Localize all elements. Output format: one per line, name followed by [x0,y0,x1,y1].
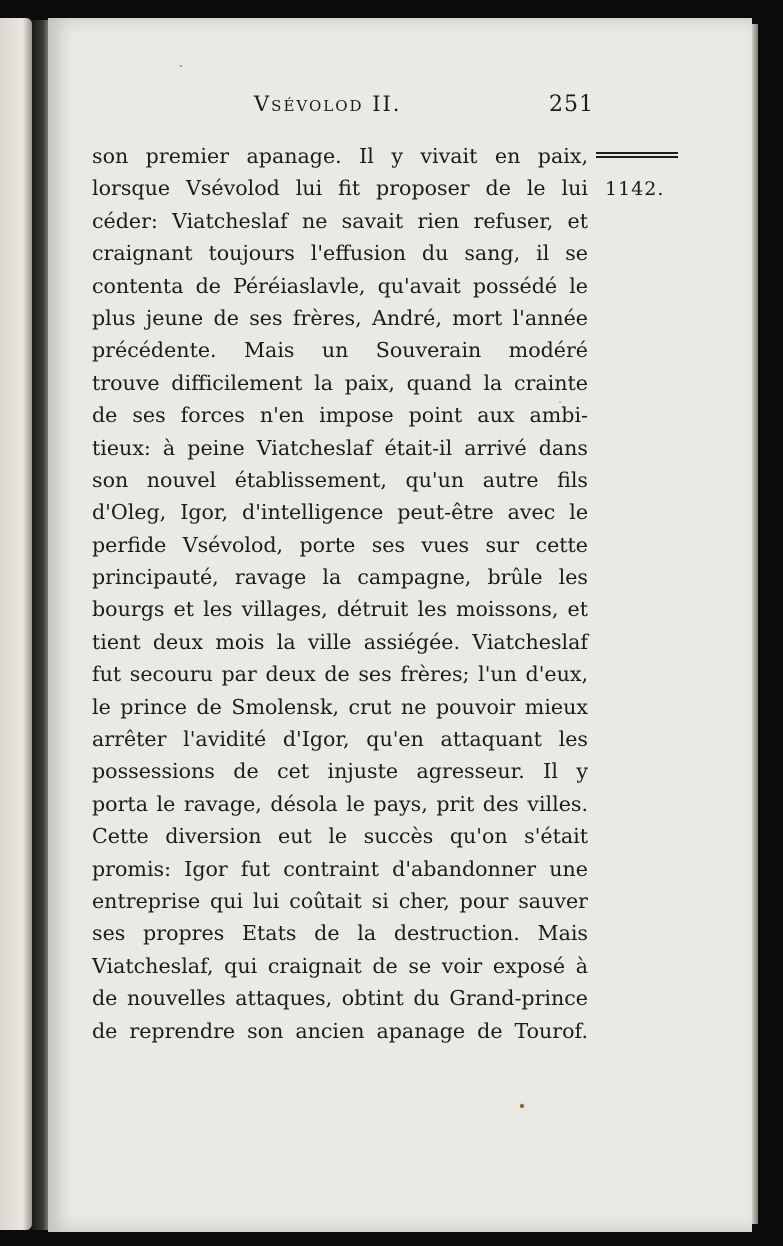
text-line: craignant toujours l'effusion du sang, il se [92,241,588,266]
text-line: trouve difficilement la paix, quand la crainte [92,370,588,395]
text-line: lorsque Vsévolod lui fit proposer de le lui [92,176,588,201]
text-line: porta le ravage, désola le pays, prit des villes. [92,791,588,816]
text-line: son nouvel établissement, qu'un autre fils [92,467,588,492]
page-header [96,92,594,128]
text-line: contenta de Péréiaslavle, qu'avait possédé le [92,273,588,298]
text-line: plus jeune de ses frères, André, mort l'année [92,305,588,330]
text-line: d'Oleg, Igor, d'intelligence peut-être avec le [92,500,588,525]
text-line: son premier apanage. Il y vivait en paix, [92,144,588,168]
text-line: tient deux mois la ville assiégée. Viatcheslaf [92,629,588,654]
text-line: bourgs et les villages, détruit les moissons, et [92,597,588,622]
body-text [92,140,588,1047]
text-line: possessions de cet injuste agresseur. Il y [92,759,588,784]
running-title: Vsévolod II. [254,92,402,116]
text-line: le prince de Smolensk, crut ne pouvoir mieux [92,694,588,719]
text-line: Cette diversion eut le succès qu'on s'était [92,824,588,849]
text-line: de ses forces n'en impose point aux ambi- [92,403,588,428]
text-line: de nouvelles attaques, obtint du Grand-prince [92,986,588,1011]
text-line: fut secouru par deux de ses frères; l'un d'eux, [92,662,588,687]
text-line: perfide Vsévolod, porte ses vues sur cette [92,532,588,557]
text-line: céder: Viatcheslaf ne savait rien refuser, et [92,208,588,233]
facing-page-edge [0,18,32,1230]
page-fore-edge [752,24,758,1224]
text-line: tieux: à peine Viatcheslaf était-il arrivé dans [92,435,588,460]
marginal-year-note: 1142. [605,178,665,200]
text-line: précédente. Mais un Souverain modéré [92,338,588,363]
text-line: promis: Igor fut contraint d'abandonner une [92,856,588,881]
text-line: entreprise qui lui coûtait si cher, pour sauver [92,888,588,913]
text-line: principauté, ravage la campagne, brûle les [92,565,588,590]
marginal-double-rule [596,152,678,159]
text-line: de reprendre son ancien apanage de Tourof. [92,1018,588,1043]
text-line: Viatcheslaf, qui craignait de se voir exposé à [92,953,588,978]
text-line: arrêter l'avidité d'Igor, qu'en attaquant les [92,727,588,752]
text-line: ses propres Etats de la destruction. Mais [92,921,588,946]
page-number: 251 [549,92,594,117]
